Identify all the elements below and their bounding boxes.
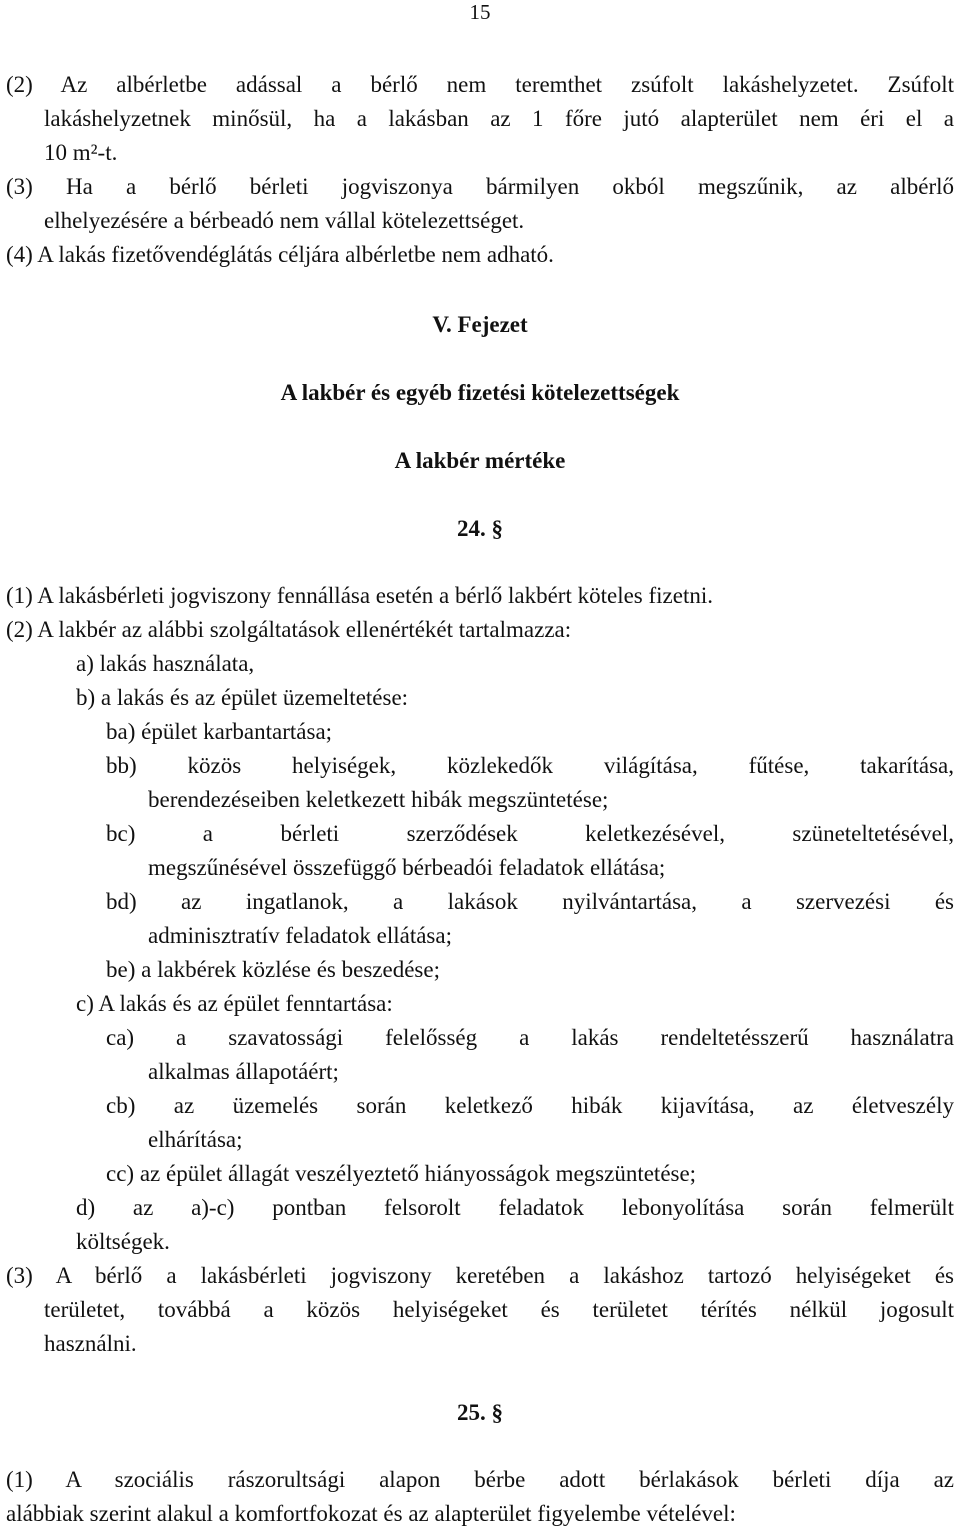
s24-paragraph-3-line-3: használni. (44, 1331, 137, 1356)
item-ca-line-2: alkalmas állapotáért; (148, 1059, 339, 1084)
s24-paragraph-3-line-1: (3) A bérlő a lakásbérleti jogviszony keretében a lakáshoz tartozó helyiségeket és (6, 1263, 954, 1288)
item-cc: cc) az épület állagát veszélyeztető hiányosságok megszüntetése; (106, 1161, 697, 1186)
item-be: be) a lakbérek közlése és beszedése; (106, 957, 440, 982)
section-25-heading: 25. § (457, 1400, 503, 1425)
chapter-title: V. Fejezet (432, 312, 528, 337)
item-ba: ba) épület karbantartása; (106, 719, 333, 744)
item-bd-line-1: bd) az ingatlanok, a lakások nyilvántartása, a szervezési és (106, 889, 954, 914)
s24-paragraph-3-line-2: területet, továbbá a közös helyiségeket és területet térítés nélkül jogosult (44, 1297, 954, 1322)
s24-paragraph-1: (1) A lakásbérleti jogviszony fennállása esetén a bérlő lakbért köteles fizetni. (6, 583, 713, 608)
paragraph-2-line-2: lakáshelyzetnek minősül, ha a lakásban az 1 főre jutó alapterület nem éri el a (44, 106, 954, 131)
paragraph-3-line-1: (3) Ha a bérlő bérleti jogviszonya bármilyen okból megszűnik, az albérlő (6, 174, 954, 199)
paragraph-4: (4) A lakás fizetővendéglátás céljára albérletbe nem adható. (6, 242, 554, 267)
chapter-subtitle: A lakbér és egyéb fizetési kötelezettségek (280, 380, 680, 405)
paragraph-2-line-3: 10 m²-t. (44, 140, 118, 165)
section-24-heading: 24. § (457, 516, 503, 541)
item-bb-line-2: berendezéseiben keletkezett hibák megszüntetése; (148, 787, 609, 812)
item-bc-line-2: megszűnésével összefüggő bérbeadói feladatok ellátása; (148, 855, 666, 880)
page-number: 15 (469, 0, 491, 24)
item-cb-line-2: elhárítása; (148, 1127, 243, 1152)
item-bb-line-1: bb) közös helyiségek, közlekedők világítása, fűtése, takarítása, (106, 753, 954, 778)
item-bc-line-1: bc) a bérleti szerződések keletkezésével, szüneteltetésével, (106, 821, 954, 846)
s25-paragraph-1-line-1: (1) A szociális rászorultsági alapon bérbe adott bérlakások bérleti díja az (6, 1467, 954, 1492)
item-c: c) A lakás és az épület fenntartása: (76, 991, 393, 1016)
item-b: b) a lakás és az épület üzemeltetése: (76, 685, 409, 710)
item-ca-line-1: ca) a szavatossági felelősség a lakás rendeltetésszerű használatra (106, 1025, 954, 1050)
item-d-line-2: költségek. (76, 1229, 170, 1254)
item-bd-line-2: adminisztratív feladatok ellátása; (148, 923, 452, 948)
s24-paragraph-2: (2) A lakbér az alábbi szolgáltatások ellenértékét tartalmazza: (6, 617, 572, 642)
paragraph-3-line-2: elhelyezésére a bérbeadó nem vállal kötelezettséget. (44, 208, 525, 233)
item-d-line-1: d) az a)-c) pontban felsorolt feladatok lebonyolítása során felmerült (76, 1195, 954, 1220)
section-title: A lakbér mértéke (394, 448, 566, 473)
paragraph-2-line-1: (2) Az albérletbe adással a bérlő nem teremthet zsúfolt lakáshelyzetet. Zsúfolt (6, 72, 954, 97)
item-cb-line-1: cb) az üzemelés során keletkező hibák kijavítása, az életveszély (106, 1093, 954, 1118)
item-a: a) lakás használata, (76, 651, 255, 676)
s25-paragraph-1-line-2: alábbiak szerint alakul a komfortfokozat és az alapterület figyelembe vételével: (6, 1501, 736, 1526)
